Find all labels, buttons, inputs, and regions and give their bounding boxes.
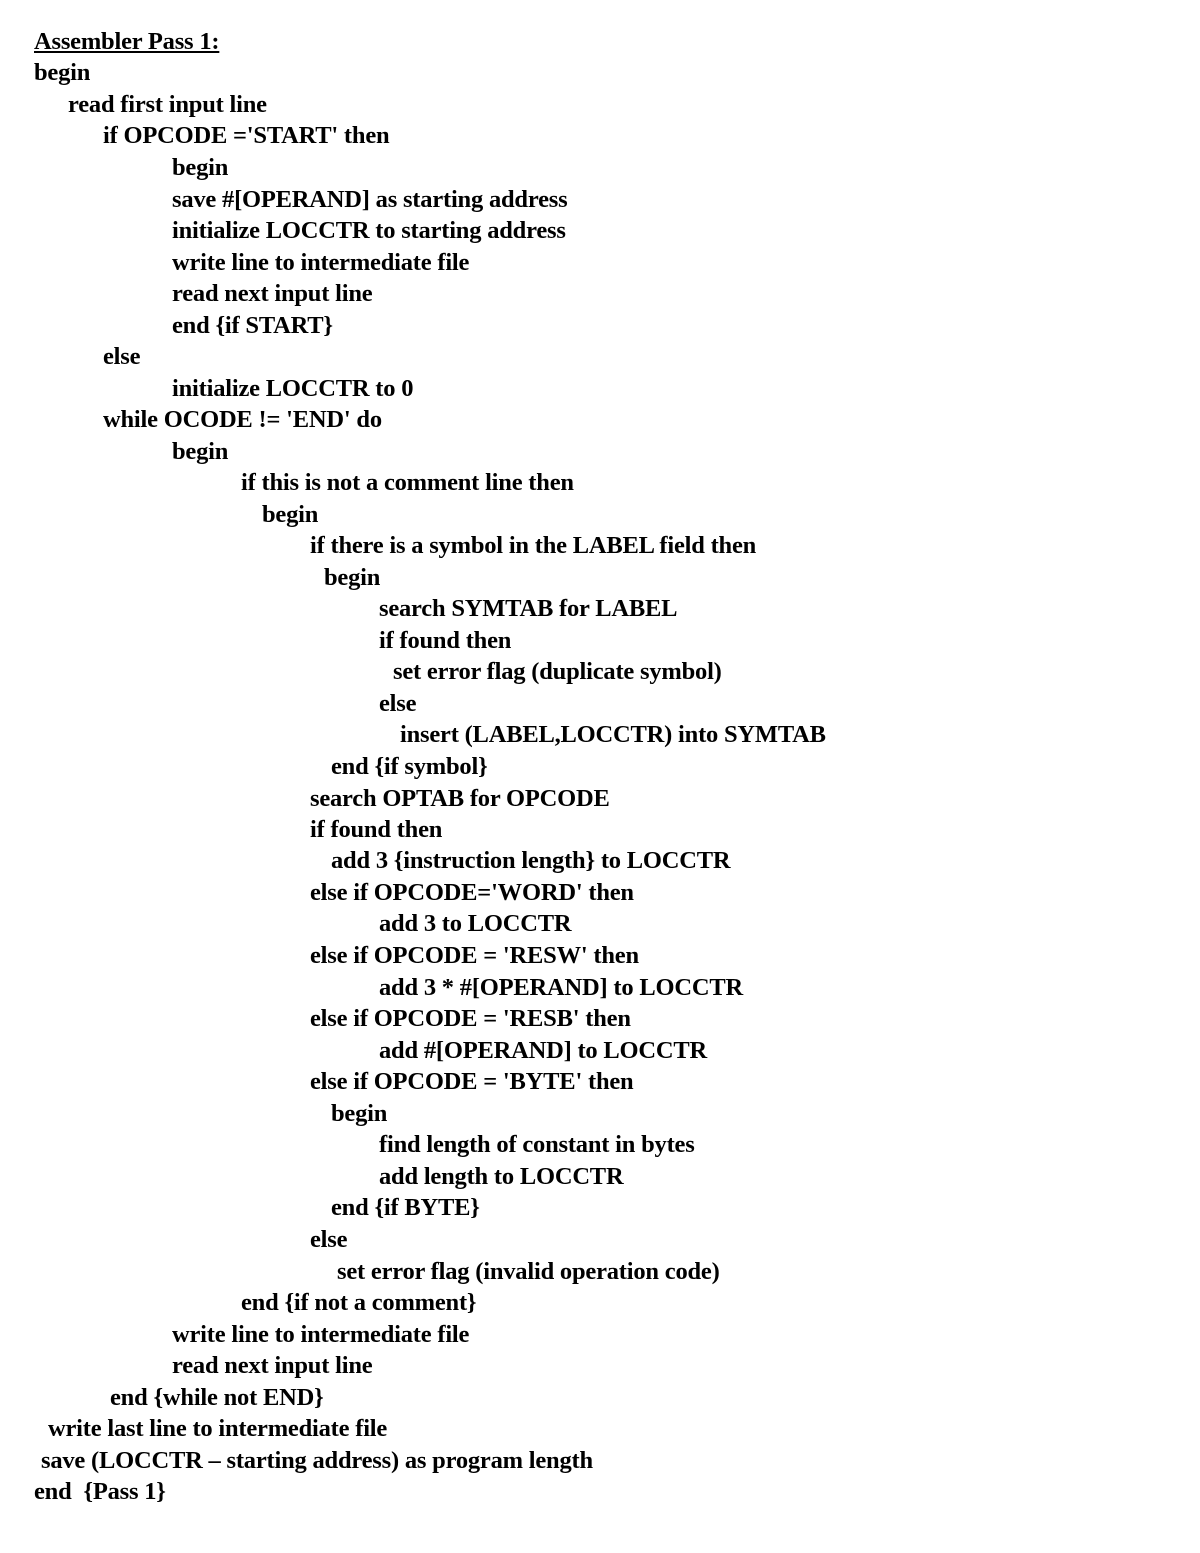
code-line: initialize LOCCTR to 0 — [172, 375, 414, 402]
document-title: Assembler Pass 1: — [34, 28, 220, 55]
code-line: find length of constant in bytes — [379, 1131, 695, 1158]
code-line: else if OPCODE = 'BYTE' then — [310, 1068, 634, 1095]
code-line: end {if not a comment} — [241, 1289, 477, 1316]
code-line: search SYMTAB for LABEL — [379, 595, 678, 622]
code-line: while OCODE != 'END' do — [103, 406, 382, 433]
code-line: begin — [172, 154, 229, 181]
code-line: begin — [34, 59, 91, 86]
code-line: end {Pass 1} — [34, 1478, 166, 1505]
code-line: write line to intermediate file — [172, 1321, 470, 1348]
code-line: add 3 * #[OPERAND] to LOCCTR — [379, 974, 743, 1001]
code-line: initialize LOCCTR to starting address — [172, 217, 566, 244]
code-line: else — [103, 343, 141, 370]
code-line: add 3 to LOCCTR — [379, 910, 572, 937]
code-line: begin — [262, 501, 319, 528]
code-line: end {if symbol} — [331, 753, 488, 780]
code-line: if there is a symbol in the LABEL field then — [310, 532, 757, 559]
code-line: else if OPCODE = 'RESW' then — [310, 942, 639, 969]
code-line: add #[OPERAND] to LOCCTR — [379, 1037, 708, 1064]
code-line: add length to LOCCTR — [379, 1163, 624, 1190]
code-line: begin — [331, 1100, 388, 1127]
code-line: if found then — [379, 627, 512, 654]
code-line: if found then — [310, 816, 443, 843]
code-line: if OPCODE ='START' then — [103, 122, 390, 149]
code-line: read next input line — [172, 1352, 373, 1379]
code-line: if this is not a comment line then — [241, 469, 574, 496]
code-line: set error flag (duplicate symbol) — [393, 658, 722, 685]
code-line: read next input line — [172, 280, 373, 307]
code-line: read first input line — [68, 91, 267, 118]
code-line: begin — [324, 564, 381, 591]
code-line: write line to intermediate file — [172, 249, 470, 276]
code-line: insert (LABEL,LOCCTR) into SYMTAB — [400, 721, 826, 748]
code-line: else if OPCODE='WORD' then — [310, 879, 634, 906]
code-line: write last line to intermediate file — [48, 1415, 388, 1442]
code-line: end {if START} — [172, 312, 333, 339]
code-line: begin — [172, 438, 229, 465]
code-line: end {if BYTE} — [331, 1194, 480, 1221]
code-line: else — [379, 690, 417, 717]
code-line: save (LOCCTR – starting address) as program length — [41, 1447, 593, 1474]
code-line: else if OPCODE = 'RESB' then — [310, 1005, 631, 1032]
code-line: else — [310, 1226, 348, 1253]
code-line: save #[OPERAND] as starting address — [172, 186, 568, 213]
code-line: end {while not END} — [110, 1384, 324, 1411]
code-line: add 3 {instruction length} to LOCCTR — [331, 847, 731, 874]
code-line: set error flag (invalid operation code) — [337, 1258, 720, 1285]
code-line: search OPTAB for OPCODE — [310, 785, 610, 812]
